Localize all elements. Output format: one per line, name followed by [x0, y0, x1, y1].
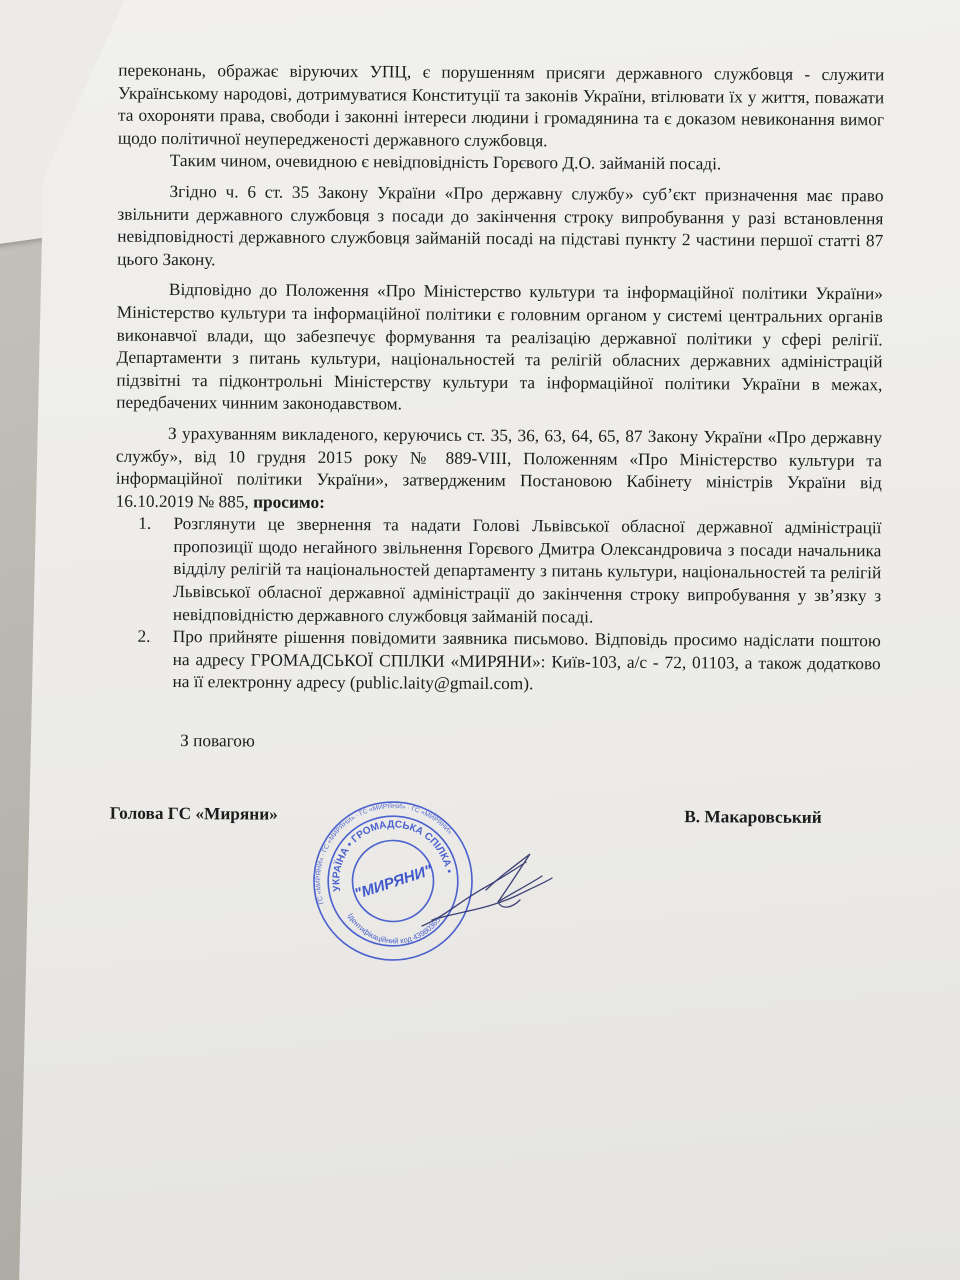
- seal-code-text: Ідентифікаційний код 43980365: [345, 911, 443, 946]
- seal-center-text: "МИРЯНИ": [352, 861, 435, 904]
- handwritten-signature: [402, 848, 562, 948]
- paragraph-2: Таким чином, очевидною є невідповідність Горєвого Д.О. займаній посаді.: [169, 151, 722, 174]
- letter-body: [109, 60, 885, 831]
- paragraph-1: переконань, ображає віруючих УПЦ, є порушенням присяги державного службовця - служити Українському народові, дотримуватися Конституції та законів України, втілювати їх у життя, поважати та охороняти права, свободи і законні інтереси людини і громадянина та є доказом невиконання вимог щодо політичної неупередженості державного службовця.: [117, 60, 885, 151]
- seal-inner-text: УКРАЇНА • ГРОМАДСЬКА СПІЛКА •: [331, 819, 455, 893]
- paragraph-5: [116, 423, 883, 518]
- signature-block: [109, 802, 880, 831]
- request-keyword: просимо:: [253, 492, 325, 512]
- request-item-2: 2. Про прийняте рішення повідомити заявника письмово. Відповідь просимо надіслати поштою на адресу ГРОМАДСЬКОЇ СПІЛКИ «МИРЯНИ»: Київ-103, а/с - 72, 01103, а також додатково на її електронну адресу (public.laity@gmail.com).: [154, 626, 880, 698]
- request-list: [114, 513, 881, 698]
- signer-title: Голова ГС «Миряни»: [109, 803, 278, 824]
- seal-outer-text: ГС «МИРЯНИ» · ГС «МИРЯНИ» · ГС «МИРЯНИ» · ГС «МИРЯНИ» ·: [315, 803, 456, 906]
- paragraph-4: Відповідно до Положення «Про Міністерство культури та інформаційної політики України» Міністерство культури та інформаційної політики є головним органом у системі центральних органів виконавчої влади, що забезпечує формування та реалізацію державної політики у сфері релігії. Департаменти з питань культури, національностей та релігій обласних державних адміністрацій підзвітні та підконтрольні Міністерству культури та інформаційної політики України в межах, передбачених чинним законодавством.: [116, 280, 883, 414]
- request-item-1: 1. Розглянути це звернення та надати Голові Львівської обласної державної адміністрації пропозиції щодо негайного звільнення Горєвого Дмитра Олександровича з посади начальника відділу релігій та національностей департаменту з питань культури, національностей та релігій Львівської обласної державної адміністрації до закінчення строку випробування у зв’язку з невідповідністю державного службовця займаній посаді.: [155, 513, 882, 630]
- closing-regards: З повагою: [180, 731, 255, 751]
- paragraph-5-text: З урахуванням викладеного, керуючись ст. 35, 36, 63, 64, 65, 87 Закону України «Про державну службу», від 10 грудня 2015 року № 889-VIII, Положенням «Про Міністерство культури та інформаційної політики України», затвердженим Постановою Кабінету міністрів України від 16.10.2019 № 885,: [115, 423, 883, 512]
- signer-name: В. Макаровський: [684, 806, 822, 827]
- paragraph-3: Згідно ч. 6 ст. 35 Закону України «Про державну службу» суб’єкт призначення має право звільнити державного службовця з посади до закінчення строку випробування у разі встановлення невідповідності державного службовця займаній посаді на підставі пункту 2 частини першої статті 87 цього Закону.: [117, 181, 884, 270]
